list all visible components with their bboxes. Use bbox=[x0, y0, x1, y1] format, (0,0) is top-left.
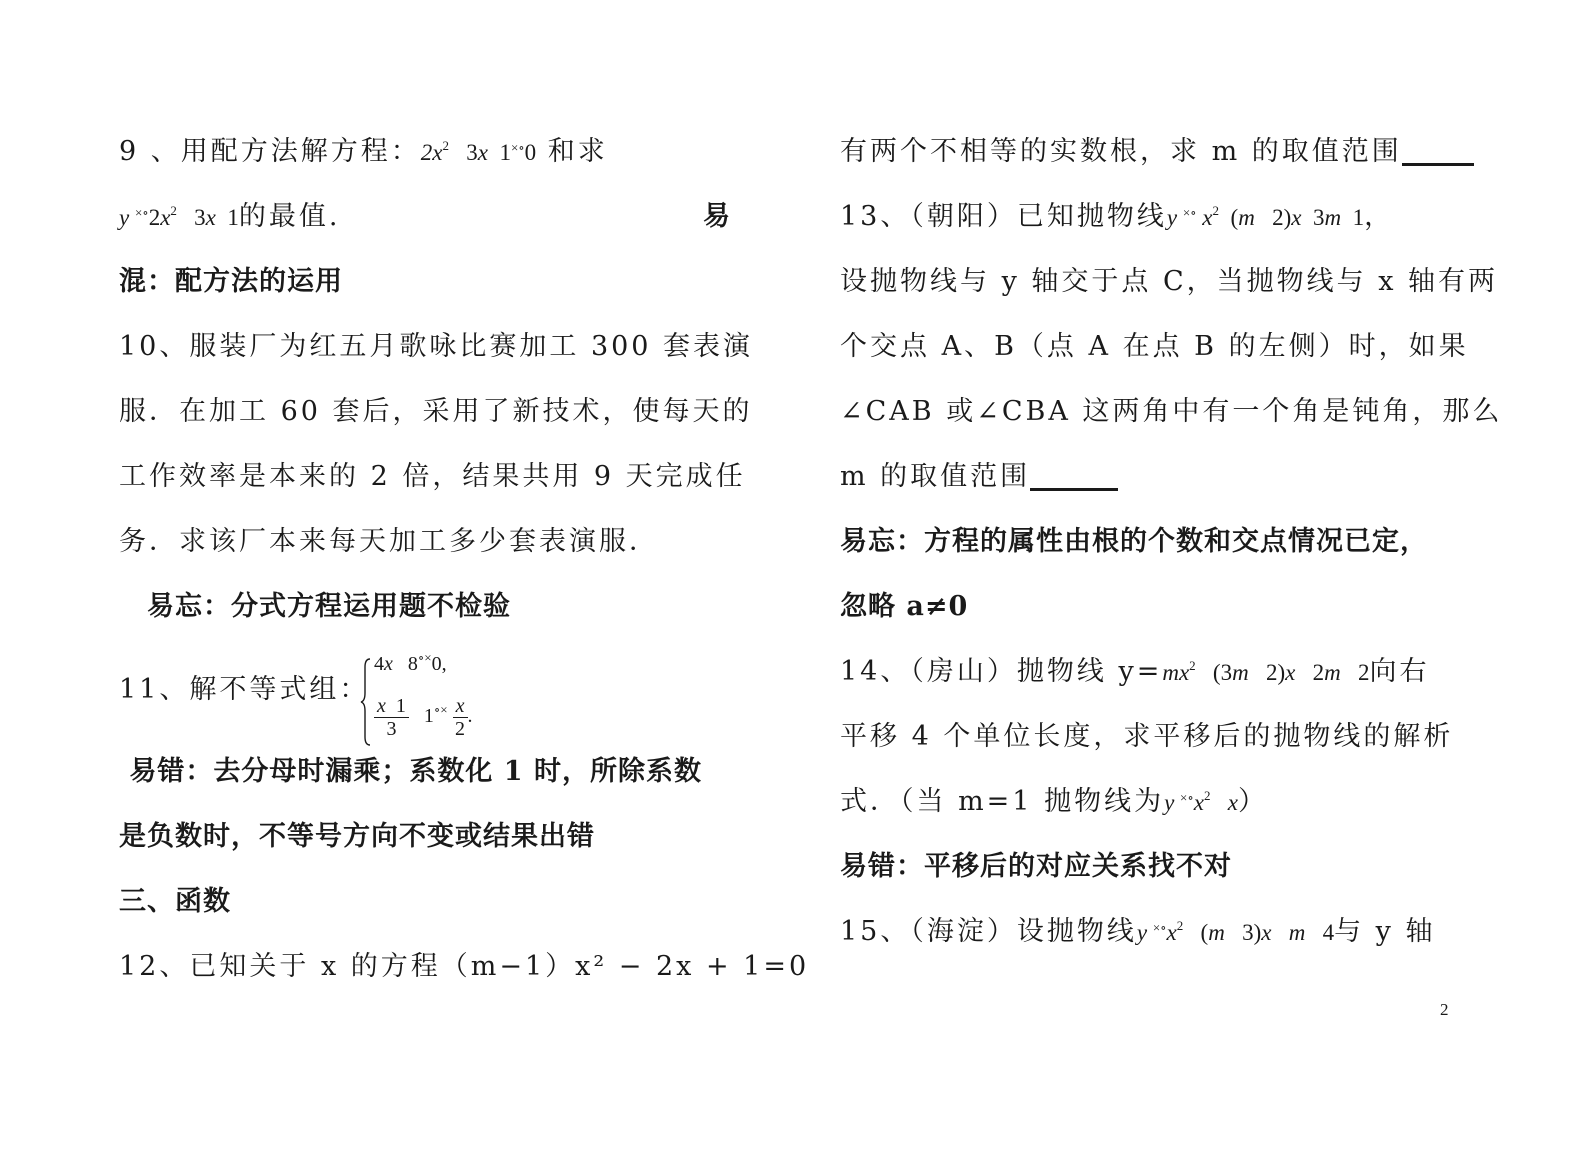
q14-line3-text: 式．（当 m=1 抛物线为 bbox=[840, 786, 1165, 817]
q14-example: $y \times\circ x^2$ x bbox=[1164, 788, 1238, 815]
inequality-system bbox=[364, 650, 504, 749]
q13-line-2: 设抛物线与 y 轴交于点 C，当抛物线与 x 轴有两 bbox=[840, 266, 1499, 297]
fraction-1: $\frac{x 1}{3}$ bbox=[374, 695, 409, 740]
q13-line1-tail: ， bbox=[1364, 201, 1395, 232]
q13-line-4: ∠CAB 或∠CBA 这两角中有一个角是钝角，那么 bbox=[840, 396, 1503, 427]
q11-note-line-1: 易错：去分母时漏乘；系数化 1 时，所除系数 bbox=[119, 756, 702, 787]
q15-line1 bbox=[840, 899, 1452, 964]
q11-label: 11、解不等式组： bbox=[119, 674, 370, 705]
q13-last-text: m 的取值范围 bbox=[840, 461, 1031, 492]
q14-note: 易错：平移后的对应关系找不对 bbox=[840, 851, 1232, 882]
q13-line1-text: 13、（朝阳）已知抛物线 bbox=[840, 201, 1167, 232]
q13-note-line-2: 忽略 a≠0 bbox=[840, 591, 969, 622]
system-line-2: $\frac{x 1}{3}$ 1∘× $\frac{x}{2}$ . bbox=[374, 695, 473, 740]
left-column bbox=[119, 119, 810, 999]
q9-line2 bbox=[119, 184, 731, 249]
q14-line3 bbox=[840, 769, 1452, 834]
q13-line1 bbox=[840, 184, 1452, 249]
q12-line-1: 12、已知关于 x 的方程（m−1）x² − 2x + 1=0 bbox=[119, 951, 810, 982]
q9-note: 混：配方法的运用 bbox=[119, 266, 343, 297]
q13-line-5 bbox=[840, 444, 1452, 509]
q14-line-2: 平移 4 个单位长度，求平移后的抛物线的解析 bbox=[840, 721, 1454, 752]
q13-parabola: y ×∘ $x^2$ (m 2)x 3m 1 bbox=[1166, 203, 1365, 230]
q10-line-1: 10、服装厂为红五月歌咏比赛加工 300 套表演 bbox=[119, 331, 754, 362]
q12-line-2 bbox=[840, 119, 1452, 184]
q9-function: $y \times\circ 2x^2$ 3x 1 bbox=[119, 203, 239, 230]
fraction-2: $\frac{x}{2}$ bbox=[453, 695, 468, 740]
q15-tail: 与 y 轴 bbox=[1334, 916, 1436, 947]
answer-blank bbox=[1402, 139, 1474, 166]
left-brace-icon bbox=[360, 657, 372, 747]
q15-parabola: $y \times\circ x^2$ (m 3)x m 4 bbox=[1136, 918, 1335, 945]
q9-line1 bbox=[119, 119, 731, 184]
q14-line1 bbox=[840, 639, 1452, 704]
page-number: 2 bbox=[1440, 1000, 1449, 1019]
answer-blank bbox=[1030, 464, 1118, 491]
q10-note: 易忘：分式方程运用题不检验 bbox=[119, 591, 511, 622]
q11-note-line-2: 是负数时，不等号方向不变或结果出错 bbox=[119, 821, 595, 852]
q12-line2-text: 有两个不相等的实数根，求 m 的取值范围 bbox=[840, 136, 1402, 167]
q14-line3-tail: ） bbox=[1237, 786, 1268, 817]
q15-text: 15、（海淀）设抛物线 bbox=[840, 916, 1137, 947]
q9-line1-tail: 和求 bbox=[536, 136, 608, 167]
right-column bbox=[840, 119, 1503, 964]
q14-line1-tail: 向右 bbox=[1369, 656, 1430, 687]
q14-parabola: $mx^2$ (3m 2)x 2m 2 bbox=[1162, 658, 1370, 685]
q11-block bbox=[119, 639, 731, 739]
q10-line-2: 服．在加工 60 套后，采用了新技术，使每天的 bbox=[119, 396, 753, 427]
system-line-1: 4x 8∘×0, bbox=[374, 650, 447, 675]
q9-note-start: 易 bbox=[703, 201, 731, 232]
q10-line-4: 务．求该厂本来每天加工多少套表演服． bbox=[119, 526, 659, 557]
q9-line1-text: 9 、用配方法解方程： bbox=[119, 136, 421, 167]
q13-line-3: 个交点 A、B（点 A 在点 B 的左侧）时，如果 bbox=[840, 331, 1469, 362]
q9-equation: $2x^2$ 3x 1×∘0 bbox=[420, 138, 537, 165]
q13-note-line-1: 易忘：方程的属性由根的个数和交点情况已定， bbox=[840, 526, 1428, 557]
q9-line2-tail: 的最值. bbox=[238, 201, 341, 232]
q10-line-3: 工作效率是本来的 2 倍，结果共用 9 天完成任 bbox=[119, 461, 746, 492]
section-heading: 三、函数 bbox=[119, 886, 231, 917]
q14-line1-text: 14、（房山）抛物线 y= bbox=[840, 656, 1163, 687]
